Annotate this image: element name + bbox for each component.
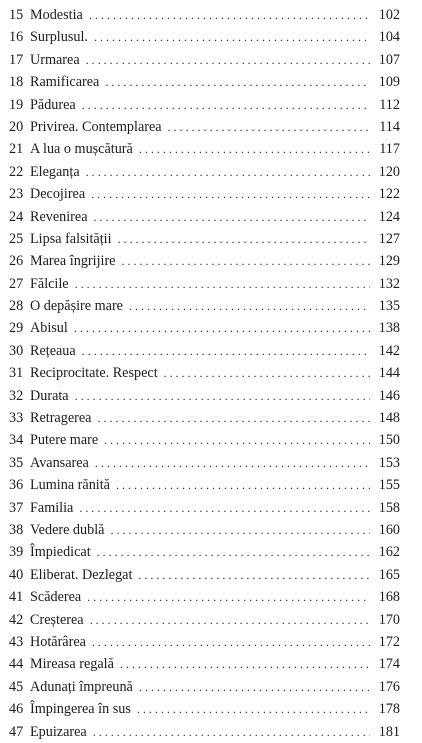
page-number: 135 [378,298,400,315]
page-number: 104 [378,29,400,46]
page-number: 102 [378,7,400,23]
page-number: 176 [378,678,400,695]
chapter-title: Scăderea [30,589,82,606]
dot-leader [139,676,370,698]
chapter-title: Împiedicat [30,544,91,561]
page-number: 142 [378,342,400,359]
dot-leader [87,586,370,608]
toc-entry[interactable] [9,206,400,228]
dot-leader [168,116,370,138]
chapter-number: 28 [9,298,24,315]
chapter-number: 23 [9,186,24,203]
dot-leader [139,138,370,160]
page-number: 172 [378,633,400,650]
page-number: 117 [379,141,400,158]
toc-entry[interactable] [9,138,400,160]
toc-entry[interactable] [9,94,400,116]
page-number: 129 [378,253,400,270]
dot-leader [92,631,370,653]
chapter-number: 43 [9,633,24,650]
dot-leader [74,317,370,339]
toc-entry[interactable] [9,474,400,496]
dot-leader [121,250,370,272]
toc-entry[interactable] [9,631,400,653]
toc-entry[interactable] [9,4,400,26]
toc-entry[interactable] [9,609,400,631]
chapter-title: Vedere dublă [30,521,105,538]
chapter-title: Rețeaua [30,342,76,359]
chapter-title: Pădurea [30,96,76,113]
page-number: 174 [378,656,400,673]
toc-entry[interactable] [9,698,400,720]
dot-leader [120,653,370,675]
chapter-title: Lumina rănită [30,477,110,494]
toc-entry[interactable] [9,295,400,317]
chapter-number: 24 [9,208,24,225]
page-number: 112 [379,96,400,113]
dot-leader [95,452,370,474]
chapter-title: A lua o mușcătură [30,141,133,158]
chapter-title: Reciprocitate. Respect [30,365,158,382]
dot-leader [90,609,370,631]
chapter-title: Marea îngrijire [30,253,116,270]
page-number: 124 [378,208,400,225]
chapter-title: Împingerea în sus [30,701,131,718]
toc-entry[interactable] [9,676,400,698]
toc-entry[interactable] [9,340,400,362]
dot-leader [164,362,370,384]
chapter-title: Modestia [30,7,83,23]
dot-leader [118,228,370,250]
chapter-title: Abisul [30,320,68,337]
page-number: 138 [378,320,400,337]
page-number: 160 [378,521,400,538]
dot-leader [79,497,370,519]
chapter-number: 42 [9,611,24,628]
chapter-title: Fălcile [30,275,69,292]
page-number: 107 [378,51,400,68]
dot-leader [82,94,370,116]
chapter-number: 19 [9,96,24,113]
dot-leader [94,26,370,48]
page-number: 168 [378,589,400,606]
toc-entry[interactable] [9,183,400,205]
chapter-title: Mireasa regală [30,656,114,673]
toc-entry[interactable] [9,653,400,675]
dot-leader [91,183,370,205]
page-number: 148 [378,410,400,427]
page-number: 109 [378,74,400,91]
toc-entry[interactable] [9,407,400,429]
chapter-number: 31 [9,365,24,382]
chapter-title: Lipsa falsității [30,230,112,247]
chapter-title: Avansarea [30,454,89,471]
dot-leader [82,340,370,362]
toc-entry[interactable] [9,250,400,272]
chapter-number: 44 [9,656,24,673]
toc-entry[interactable] [9,519,400,541]
chapter-number: 46 [9,701,24,718]
dot-leader [86,49,370,71]
page-number: 165 [378,566,400,583]
chapter-number: 33 [9,410,24,427]
chapter-title: Creșterea [30,611,84,628]
page-number: 146 [378,387,400,404]
dot-leader [75,273,370,295]
chapter-number: 45 [9,678,24,695]
toc-entry[interactable] [9,564,400,586]
chapter-number: 17 [9,51,24,68]
chapter-number: 32 [9,387,24,404]
page-number: 181 [378,723,400,740]
chapter-number: 38 [9,521,24,538]
page-number: 122 [378,186,400,203]
page-number: 178 [378,701,400,718]
page-number: 162 [378,544,400,561]
page-number: 132 [378,275,400,292]
page-number: 170 [378,611,400,628]
chapter-title: Decojirea [30,186,86,203]
dot-leader [116,474,370,496]
dot-leader [89,4,370,26]
chapter-title: Surplusul. [30,29,88,46]
chapter-number: 18 [9,74,24,91]
chapter-number: 25 [9,230,24,247]
chapter-title: Hotărârea [30,633,86,650]
chapter-number: 36 [9,477,24,494]
dot-leader [86,161,370,183]
dot-leader [105,71,370,93]
chapter-title: Eleganța [30,163,80,180]
toc-entry[interactable] [9,429,400,451]
toc-entry[interactable] [9,362,400,384]
chapter-title: Putere mare [30,432,99,449]
chapter-number: 21 [9,141,24,158]
dot-leader [94,206,370,228]
toc-entry[interactable] [9,452,400,474]
chapter-number: 27 [9,275,24,292]
chapter-title: Eliberat. Dezlegat [30,566,133,583]
chapter-number: 26 [9,253,24,270]
chapter-title: Privirea. Contemplarea [30,118,162,135]
toc-entry[interactable] [9,49,400,71]
chapter-number: 39 [9,544,24,561]
chapter-title: Durata [30,387,69,404]
chapter-number: 30 [9,342,24,359]
dot-leader [138,564,370,586]
toc-entry[interactable] [9,116,400,138]
chapter-number: 20 [9,118,24,135]
chapter-number: 35 [9,454,24,471]
page-number: 127 [378,230,400,247]
toc-entry[interactable] [9,721,400,743]
chapter-title: O depășire mare [30,298,123,315]
toc-entry[interactable] [9,497,400,519]
page-number: 153 [378,454,400,471]
toc-entry[interactable] [9,71,400,93]
chapter-title: Epuizarea [30,723,87,740]
dot-leader [97,541,370,563]
toc-entry[interactable] [9,385,400,407]
dot-leader [93,721,370,743]
chapter-number: 16 [9,29,24,46]
chapter-title: Revenirea [30,208,88,225]
page-number: 144 [378,365,400,382]
toc-entry[interactable] [9,273,400,295]
chapter-title: Adunați împreună [30,678,133,695]
chapter-number: 37 [9,499,24,516]
toc-entry[interactable] [9,26,400,48]
toc-entry[interactable] [9,228,400,250]
toc-entry[interactable] [9,541,400,563]
chapter-number: 47 [9,723,24,740]
chapter-number: 15 [9,7,24,23]
page-number: 120 [378,163,400,180]
page-number: 158 [378,499,400,516]
chapter-title: Familia [30,499,74,516]
page-number: 150 [378,432,400,449]
chapter-number: 22 [9,163,24,180]
chapter-title: Urmarea [30,51,80,68]
dot-leader [104,429,370,451]
chapter-number: 41 [9,589,24,606]
chapter-number: 40 [9,566,24,583]
chapter-number: 34 [9,432,24,449]
dot-leader [129,295,370,317]
dot-leader [110,519,370,541]
chapter-title: Ramificarea [30,74,100,91]
toc-entry[interactable] [9,161,400,183]
page-number: 114 [379,118,400,135]
dot-leader [97,407,370,429]
page-number: 155 [378,477,400,494]
dot-leader [75,385,370,407]
chapter-number: 29 [9,320,24,337]
toc-entry[interactable] [9,317,400,339]
chapter-title: Retragerea [30,410,92,427]
toc-entry[interactable] [9,586,400,608]
dot-leader [137,698,370,720]
